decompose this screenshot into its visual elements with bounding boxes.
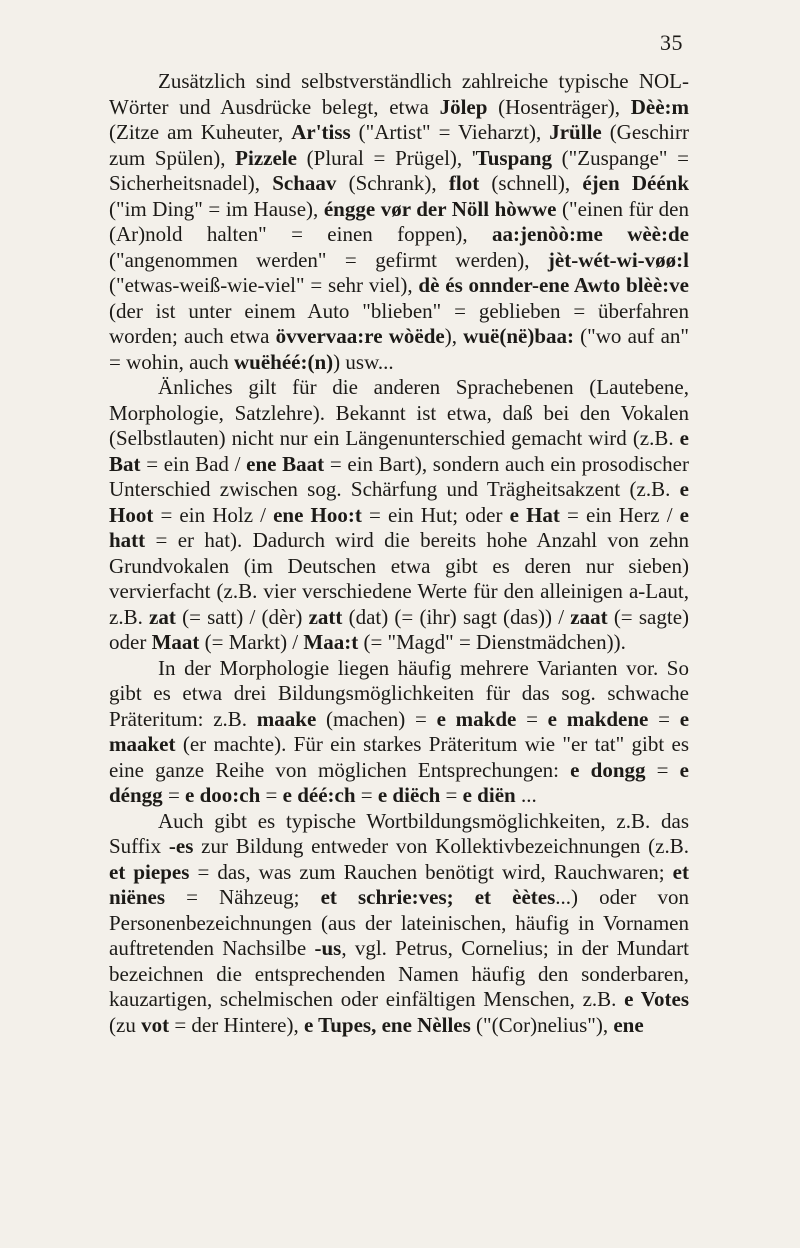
text-run: (dat) (= (ihr) sagt (das)) /: [342, 604, 571, 629]
dialect-term: e diëch: [377, 783, 441, 807]
text-run: (Geschirr zum Spülen),: [109, 120, 689, 170]
text-run: = ein Bart), sondern auch ein prosodischer Unterschied zwischen sog. Schärfung und Trägheitsakzent (z.B.: [109, 451, 689, 501]
dialect-term: Pizzele: [235, 145, 297, 170]
dialect-term: jèt-wét-wi-vøø:l: [547, 247, 689, 272]
text-run: =: [440, 783, 463, 807]
text-run: = ein Holz /: [153, 502, 274, 527]
dialect-term: e makde: [436, 706, 517, 731]
text-run: = Nähzeug;: [165, 885, 321, 909]
text-run: ...: [515, 783, 537, 807]
dialect-term: aa:jenòò:me wèè:de: [492, 222, 689, 246]
text-run: ("etwas-weiß-wie-viel" = sehr viel),: [109, 273, 419, 297]
paragraph: [109, 656, 689, 809]
text-run: (= "Magd" = Dienstmädchen)).: [358, 630, 626, 654]
text-run: =: [260, 783, 283, 807]
dialect-term: ene: [613, 1012, 644, 1037]
text-run: ("einen für den (Ar)nold halten" = einen foppen),: [109, 196, 689, 246]
text-run: ("(Cor)nelius"),: [470, 1012, 614, 1037]
text-run: ("angenommen werden" = gefirmt werden),: [109, 247, 548, 272]
dialect-term: wuëhéé:(n): [234, 349, 334, 374]
text-run: (= satt) / (dèr): [175, 604, 309, 629]
text-run: = er hat). Dadurch wird die bereits hohe Anzahl von zehn Grundvokalen (im Deutschen etwa gibt es deren nur sieben) vervierfacht (z.B. vier verschiedene Werte für den alleinigen a-Laut, z.B.: [109, 528, 689, 629]
dialect-term: et schrie:ves; et èètes: [320, 885, 556, 909]
dialect-term: wuë(në)baa:: [463, 324, 574, 348]
dialect-term: e Hat: [509, 502, 560, 527]
dialect-term: flot: [448, 171, 480, 195]
text-run: = ein Herz /: [559, 502, 680, 527]
text-run: (= Markt) /: [199, 630, 304, 654]
dialect-term: et piepes: [109, 859, 190, 884]
text-run: (Zitze am Kuheuter,: [109, 120, 292, 144]
paragraph: [109, 69, 689, 375]
text-run: ),: [444, 324, 464, 348]
dialect-term: Jölep: [439, 94, 488, 119]
dialect-term: Maat: [151, 630, 200, 654]
dialect-term: e diën: [462, 783, 516, 807]
dialect-term: Maa:t: [303, 630, 359, 654]
text-run: Zusätzlich sind selbstverständlich zahlreiche typische NOL-Wörter und Ausdrücke belegt, etwa: [109, 69, 689, 119]
dialect-term: -es: [168, 834, 194, 858]
text-run: zur Bildung entweder von Kollektivbezeichnungen (z.B.: [193, 834, 689, 858]
text-run: ("Artist" = Viehar​zt),: [350, 120, 550, 144]
text-run: = der Hintere),: [169, 1012, 304, 1037]
text-run: =: [645, 757, 680, 782]
dialect-term: zatt: [308, 604, 343, 629]
dialect-term: et niënes: [109, 859, 689, 909]
text-run: = ein Bad /: [140, 451, 247, 476]
text-run: (machen) =: [316, 706, 437, 731]
dialect-term: e Bat: [109, 426, 689, 476]
text-run: ("Zuspange" = Sicherheitsnadel),: [109, 145, 690, 195]
dialect-term: ene Hoo:t: [273, 502, 362, 527]
dialect-term: zaat: [570, 604, 608, 629]
text-run: In der Morphologie liegen häufig mehrere Varianten vor. So gibt es etwa drei Bildungsmöglichkeiten für das sog. schwache Präteritum: z.B.: [109, 655, 689, 731]
text-run: (Hosenträger),: [487, 94, 631, 119]
text-run: ) usw...: [333, 349, 394, 374]
page-number: 35: [660, 30, 683, 55]
dialect-term: vot: [141, 1012, 170, 1037]
text-run: , vgl. Petrus, Cornelius; in der Mundart bezeichnen die entsprechenden Namen häufig den sonderbaren, kauzartigen, schelmischen oder einfältigen Menschen, z.B.: [109, 936, 689, 1011]
dialect-term: övvervaa:re wòëde: [275, 324, 445, 348]
dialect-term: e dongg: [570, 757, 646, 782]
text-run: =: [648, 706, 680, 731]
text-run: ...) oder von Personenbezeichnungen (aus der lateinischen, häufig in Vornamen auftretenden Nachsilbe: [109, 885, 689, 960]
text-run: =: [516, 706, 548, 731]
dialect-term: Dèè:m: [630, 94, 689, 119]
text-run: = das, was zum Rauchen benötigt wird, Rauchwaren;: [189, 859, 673, 884]
text-run: (der ist unter einem Auto "blieben" = geblieben = überfahren worden; auch etwa: [109, 298, 689, 348]
dialect-term: e hatt: [109, 502, 689, 552]
dialect-term: e déngg: [109, 757, 689, 807]
dialect-term: Jrülle: [549, 120, 602, 144]
text-run: ("im Ding" = im Hause),: [109, 196, 324, 221]
dialect-term: e Hoot: [109, 477, 689, 527]
dialect-term: e maaket: [109, 706, 690, 756]
dialect-term: e Tupes, ene Nèlles: [303, 1012, 471, 1037]
dialect-term: éjen Déénk: [582, 171, 690, 195]
text-run: (er machte). Für ein starkes Präteritum wie "er tat" gibt es eine ganze Reihe von möglichen Entsprechungen:: [109, 732, 689, 782]
dialect-term: e déé:ch: [282, 783, 356, 807]
paragraph: [109, 375, 689, 656]
dialect-term: zat: [149, 604, 176, 629]
dialect-term: e doo:ch: [185, 783, 261, 807]
dialect-term: dè és onnder-ene Awto blèè:ve: [418, 273, 689, 297]
dialect-term: -us: [314, 936, 342, 960]
text-run: (zu: [109, 1012, 142, 1037]
dialect-term: Tuspang: [475, 145, 552, 170]
paragraph: [109, 809, 689, 1039]
dialect-term: Schaav: [272, 171, 337, 195]
text-run: ("wo auf an" = wohin, auch: [109, 324, 689, 374]
text-run: Auch gibt es typische Wortbildungsmöglichkeiten, z.B. das Suffix: [109, 808, 689, 858]
dialect-term: éngge vør der Nöll hòwwe: [323, 196, 557, 221]
dialect-term: maake: [256, 706, 317, 731]
text-run: (Schrank),: [336, 171, 449, 195]
dialect-term: ene Baat: [246, 451, 325, 476]
text-run: =: [162, 783, 186, 807]
dialect-term: Ar'tiss: [291, 120, 351, 144]
text-run: (Plural = Prügel), ': [296, 145, 476, 170]
body-text: [109, 69, 689, 1038]
text-run: = ein Hut; oder: [361, 502, 510, 527]
text-run: (schnell),: [479, 171, 583, 195]
dialect-term: e Votes: [624, 987, 689, 1011]
text-run: =: [355, 783, 378, 807]
dialect-term: e makdene: [547, 706, 649, 731]
text-run: (= sagte) oder: [109, 604, 690, 654]
text-run: Änliches gilt für die anderen Sprachebenen (Lautebene, Morphologie, Satzlehre). Bekannt ist etwa, daß bei den Vokalen (Selbstlauten) nicht nur ein Längenunterschied gemacht wird (z.B.: [109, 375, 689, 450]
